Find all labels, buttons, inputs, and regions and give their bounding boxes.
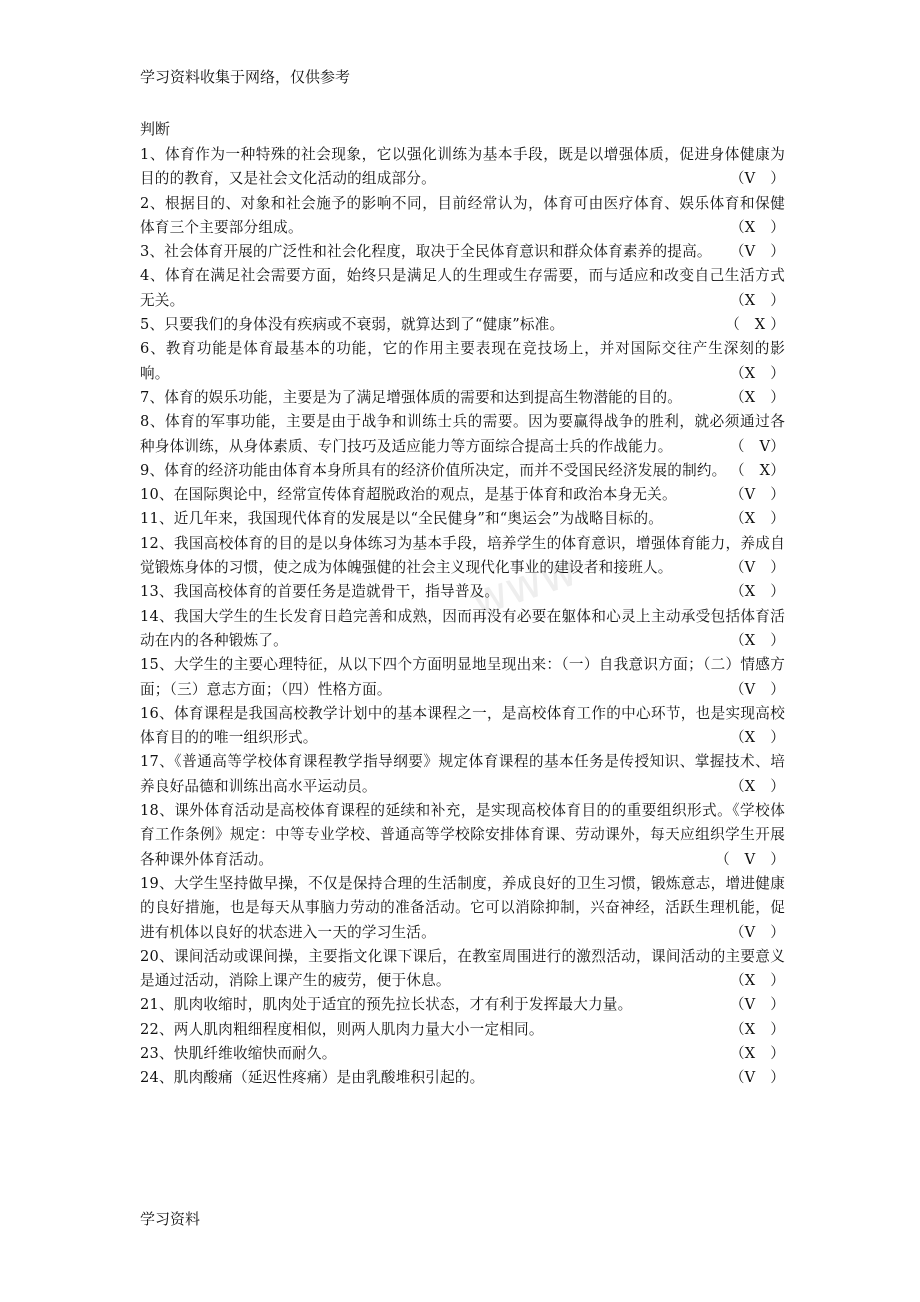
question-answer: （V ）	[729, 559, 785, 577]
question-number: 12	[140, 534, 159, 552]
page-footer: 学习资料	[140, 1210, 201, 1228]
question-number: 5	[140, 316, 150, 334]
question-number: 2	[140, 194, 150, 212]
question-answer: （V ）	[729, 923, 785, 941]
question-answer: （X ）	[730, 631, 785, 649]
question-answer: （X ）	[730, 1020, 785, 1038]
question-text: 、社会体育开展的广泛性和社会化程度，取决于全民体育意识和群众体育素养的提高。	[149, 243, 712, 261]
question-number: 17	[140, 753, 159, 771]
question-item	[140, 410, 785, 459]
question-number: 6	[140, 340, 150, 358]
question-item	[140, 1066, 785, 1090]
question-item	[140, 507, 785, 531]
question-text: 、体育的经济功能由体育本身所具有的经济价值所决定，而并不受国民经济发展的制约。	[149, 461, 727, 479]
question-answer: （V ）	[729, 170, 785, 188]
question-item	[140, 532, 785, 581]
question-text: 、体育在满足社会需要方面，始终只是满足人的生理或生存需要，而与适应和改变自己生活方式无关。	[140, 267, 785, 309]
watermark: www	[464, 544, 584, 627]
question-text: 、根据目的、对象和社会施予的影响不同，目前经常认为，体育可由医疗体育、娱乐体育和保健体育三个主要部分组成。	[140, 194, 785, 236]
question-number: 7	[140, 388, 150, 406]
question-number: 15	[140, 656, 159, 674]
question-number: 22	[140, 1020, 159, 1038]
question-text: 、肌肉酸痛（延迟性疼痛）是由乳酸堆积引起的。	[158, 1069, 485, 1087]
question-text: 、我国高校体育的目的是以身体练习为基本手段，培养学生的体育意识，增强体育能力，养成自觉锻炼身体的习惯，使之成为体魄强健的社会主义现代化事业的建设者和接班人。	[140, 534, 785, 577]
question-text: 、在国际舆论中，经常宣传体育超脱政治的观点，是基于体育和政治本身无关。	[158, 486, 677, 504]
question-item	[140, 945, 785, 994]
question-number: 11	[140, 510, 159, 528]
question-item	[140, 337, 785, 386]
question-answer: （X ）	[730, 729, 785, 747]
question-text: 、课间活动或课间操，主要指文化课下课后，在教室周围进行的激烈活动，课间活动的主要意义是通过活动，消除上课产生的疲劳，便于休息。	[140, 947, 785, 990]
question-text: 、课外体育活动是高校体育课程的延续和补充，是实现高校体育目的的重要组织形式。《学校体育工作条例》规定：中等专业学校、普通高等学校除安排体育课、劳动课外，每天应组织学生开展各种课外体育活动。	[140, 802, 785, 868]
question-answer: （V ）	[729, 680, 785, 698]
question-answer: （X ）	[730, 583, 785, 601]
question-item	[140, 580, 785, 604]
question-text: 、体育课程是我国高校教学计划中的基本课程之一，是高校体育工作的中心环节，也是实现高校体育目的的唯一组织形式。	[140, 704, 785, 747]
question-text: 、体育的军事功能，主要是由于战争和训练士兵的需要。因为要赢得战争的胜利，就必须通过各种身体训练，从身体素质、专门技巧及适应能力等方面综合提高士兵的作战能力。	[140, 413, 785, 455]
question-text: 、体育作为一种特殊的社会现象，它以强化训练为基本手段，既是以增强体质，促进身体健康为目的的教育，又是社会文化活动的组成部分。	[140, 146, 785, 188]
question-item	[140, 1042, 785, 1066]
question-list	[140, 143, 785, 1091]
question-item	[140, 143, 785, 192]
question-text: 、两人肌肉粗细程度相似，则两人肌肉力量大小一定相同。	[158, 1020, 544, 1038]
question-text: 、肌肉收缩时，肌肉处于适宜的预先拉长状态，才有利于发挥最大力量。	[158, 996, 633, 1014]
question-number: 20	[140, 947, 159, 965]
question-item	[140, 702, 785, 751]
question-number: 16	[140, 704, 159, 722]
section-title: 判断	[140, 120, 171, 138]
question-number: 23	[140, 1044, 159, 1062]
question-answer: （X ）	[730, 291, 785, 309]
question-number: 10	[140, 486, 159, 504]
question-item	[140, 459, 785, 483]
question-number: 24	[140, 1069, 159, 1087]
question-text: 、大学生坚持做早操，不仅是保持合理的生活制度，养成良好的卫生习惯，锻炼意志，增进健康的良好措施，也是每天从事脑力劳动的准备活动。它可以消除抑制，兴奋神经，活跃生理机能，促进有机体以良好的状态进入一天的学习生活。	[140, 874, 785, 941]
question-answer: （X ）	[730, 388, 785, 406]
question-item	[140, 192, 785, 241]
question-text: 、我国大学生的生长发育日趋完善和成熟，因而再没有必要在躯体和心灵上主动承受包括体育活动在内的各种锻炼了。	[140, 607, 785, 649]
question-item	[140, 993, 785, 1017]
question-answer: （ V）	[729, 437, 785, 455]
question-text: 、大学生的主要心理特征，从以下四个方面明显地呈现出来：（一）自我意识方面；（二）情感方面；（三）意志方面；（四）性格方面。	[140, 656, 785, 698]
question-number: 3	[140, 243, 150, 261]
question-number: 1	[140, 146, 150, 163]
question-item	[140, 799, 785, 872]
question-text: 、快肌纤维收缩快而耐久。	[158, 1044, 337, 1062]
question-number: 18	[140, 802, 159, 820]
page-header: 学习资料收集于网络，仅供参考	[140, 68, 351, 86]
question-text: 、近几年来，我国现代体育的发展是以“全民健身”和“奥运会”为战略目标的。	[158, 510, 664, 528]
question-number: 13	[140, 583, 159, 601]
question-text: 、《普通高等学校体育课程教学指导纲要》规定体育课程的基本任务是传授知识、掌握技术、培养良好品德和训练出高水平运动员。	[140, 753, 785, 795]
question-item	[140, 386, 785, 410]
question-answer: （ X ）	[725, 316, 785, 334]
question-answer: （X ）	[730, 1044, 785, 1062]
question-number: 8	[140, 413, 150, 431]
question-answer: （V ）	[729, 996, 785, 1014]
question-text: 、我国高校体育的首要任务是造就骨干，指导普及。	[158, 583, 500, 601]
question-number: 4	[140, 267, 150, 285]
question-answer: （V ）	[729, 1069, 785, 1087]
question-answer: （ X）	[730, 461, 785, 479]
question-answer: （V ）	[729, 243, 785, 261]
question-answer: （X ）	[730, 364, 785, 382]
question-number: 14	[140, 607, 159, 625]
question-item	[140, 240, 785, 264]
question-item	[140, 653, 785, 702]
question-answer: （X ）	[730, 510, 785, 528]
question-item	[140, 750, 785, 799]
question-item	[140, 872, 785, 945]
question-answer: （V ）	[729, 486, 785, 504]
question-answer: （X ）	[730, 972, 785, 990]
question-number: 9	[140, 461, 150, 479]
question-item	[140, 313, 785, 337]
question-number: 19	[140, 874, 159, 892]
question-text: 、体育的娱乐功能，主要是为了满足增强体质的需要和达到提高生物潜能的目的。	[149, 388, 683, 406]
question-text: 、只要我们的身体没有疾病或不衰弱，就算达到了“健康”标准。	[149, 316, 565, 334]
question-answer: （ V ）	[715, 850, 785, 868]
question-number: 21	[140, 996, 159, 1014]
question-answer: （X ）	[730, 777, 785, 795]
question-item	[140, 1018, 785, 1042]
question-item	[140, 483, 785, 507]
question-text: 、教育功能是体育最基本的功能，它的作用主要表现在竞技场上，并对国际交往产生深刻的影响。	[140, 340, 785, 382]
question-item	[140, 264, 785, 313]
question-item	[140, 605, 785, 654]
question-answer: （X ）	[730, 218, 785, 236]
